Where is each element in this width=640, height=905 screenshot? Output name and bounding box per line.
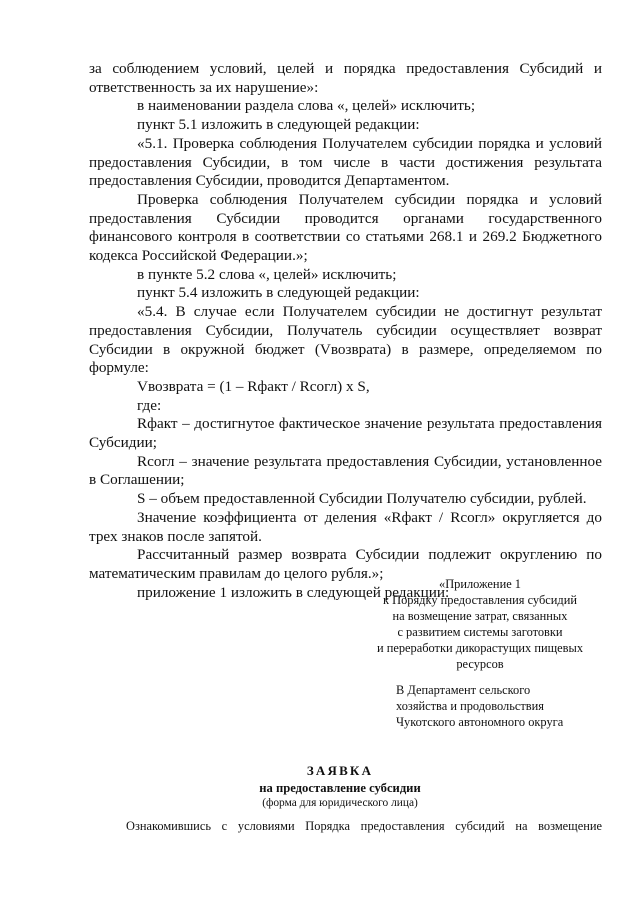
paragraph: Проверка соблюдения Получателем субсидии порядка и условий предоставления Субсидии проводится органами государственного финансового контроля в соответствии со статьями 268.1 и 269.2 Бюджетного кодекса Российской Федерации.»; <box>89 190 602 265</box>
appendix-line: к Порядку предоставления субсидий <box>383 593 577 607</box>
application-title: ЗАЯВКА <box>306 763 374 778</box>
appendix-line: на возмещение затрат, связанных <box>392 609 568 623</box>
paragraph: за соблюдением условий, целей и порядка предоставления Субсидий и ответственность за их нарушение»: <box>89 60 602 96</box>
application-form-note: (форма для юридического лица) <box>262 797 418 809</box>
paragraph: Рассчитанный размер возврата Субсидии подлежит округлению по математическим правилам до целого рубля.»; <box>89 546 602 582</box>
paragraph: пункт 5.1 изложить в следующей редакции: <box>137 116 420 134</box>
formula-where: где: <box>137 396 162 414</box>
recipient-address <box>396 682 563 730</box>
paragraph: «5.4. В случае если Получателем субсидии не достигнут результат предоставления Субсидии, Получатель субсидии осуществляет возврат Субсидии в окружной бюджет (Vвозврата) в размере, определяемом по формуле: <box>89 303 602 377</box>
formula: Vвозврата = (1 – Rфакт / Rсогл) x S, <box>137 377 370 395</box>
appendix-header <box>355 576 605 672</box>
recipient-line: Чукотского автономного округа <box>396 715 564 729</box>
paragraph: S – объем предоставленной Субсидии Получателю субсидии, рублей. <box>137 490 587 508</box>
appendix-line: ресурсов <box>456 657 504 671</box>
paragraph: приложение 1 изложить в следующей редакции: <box>137 583 450 601</box>
paragraph: «5.1. Проверка соблюдения Получателем субсидии порядка и условий предоставления Субсидии, в том числе в части достижения результата предоставления Субсидии, проводится Департаментом. <box>89 134 602 190</box>
appendix-line: с развитием системы заготовки <box>397 625 563 639</box>
application-heading <box>200 762 480 811</box>
application-subtitle: на предоставление субсидии <box>259 781 421 795</box>
paragraph: Rфакт – достигнутое фактическое значение результата предоставления Субсидии; <box>89 415 602 452</box>
application-body-start: Ознакомившись с условиями Порядка предоставления субсидий на возмещение <box>126 819 602 833</box>
paragraph: в пункте 5.2 слова «, целей» исключить; <box>137 265 397 283</box>
paragraph: пункт 5.4 изложить в следующей редакции: <box>137 284 420 302</box>
paragraph: Rсогл – значение результата предоставления Субсидии, установленное в Соглашении; <box>89 452 602 489</box>
recipient-line: В Департамент сельского <box>396 683 531 697</box>
appendix-line: и переработки дикорастущих пищевых <box>376 641 584 655</box>
body-text <box>89 60 602 602</box>
appendix-line: «Приложение 1 <box>439 577 521 591</box>
paragraph: в наименовании раздела слова «, целей» исключить; <box>137 97 476 115</box>
paragraph: Значение коэффициента от деления «Rфакт / Rсогл» округляется до трех знаков после запятой. <box>89 508 602 545</box>
recipient-line: хозяйства и продовольствия <box>396 699 544 713</box>
